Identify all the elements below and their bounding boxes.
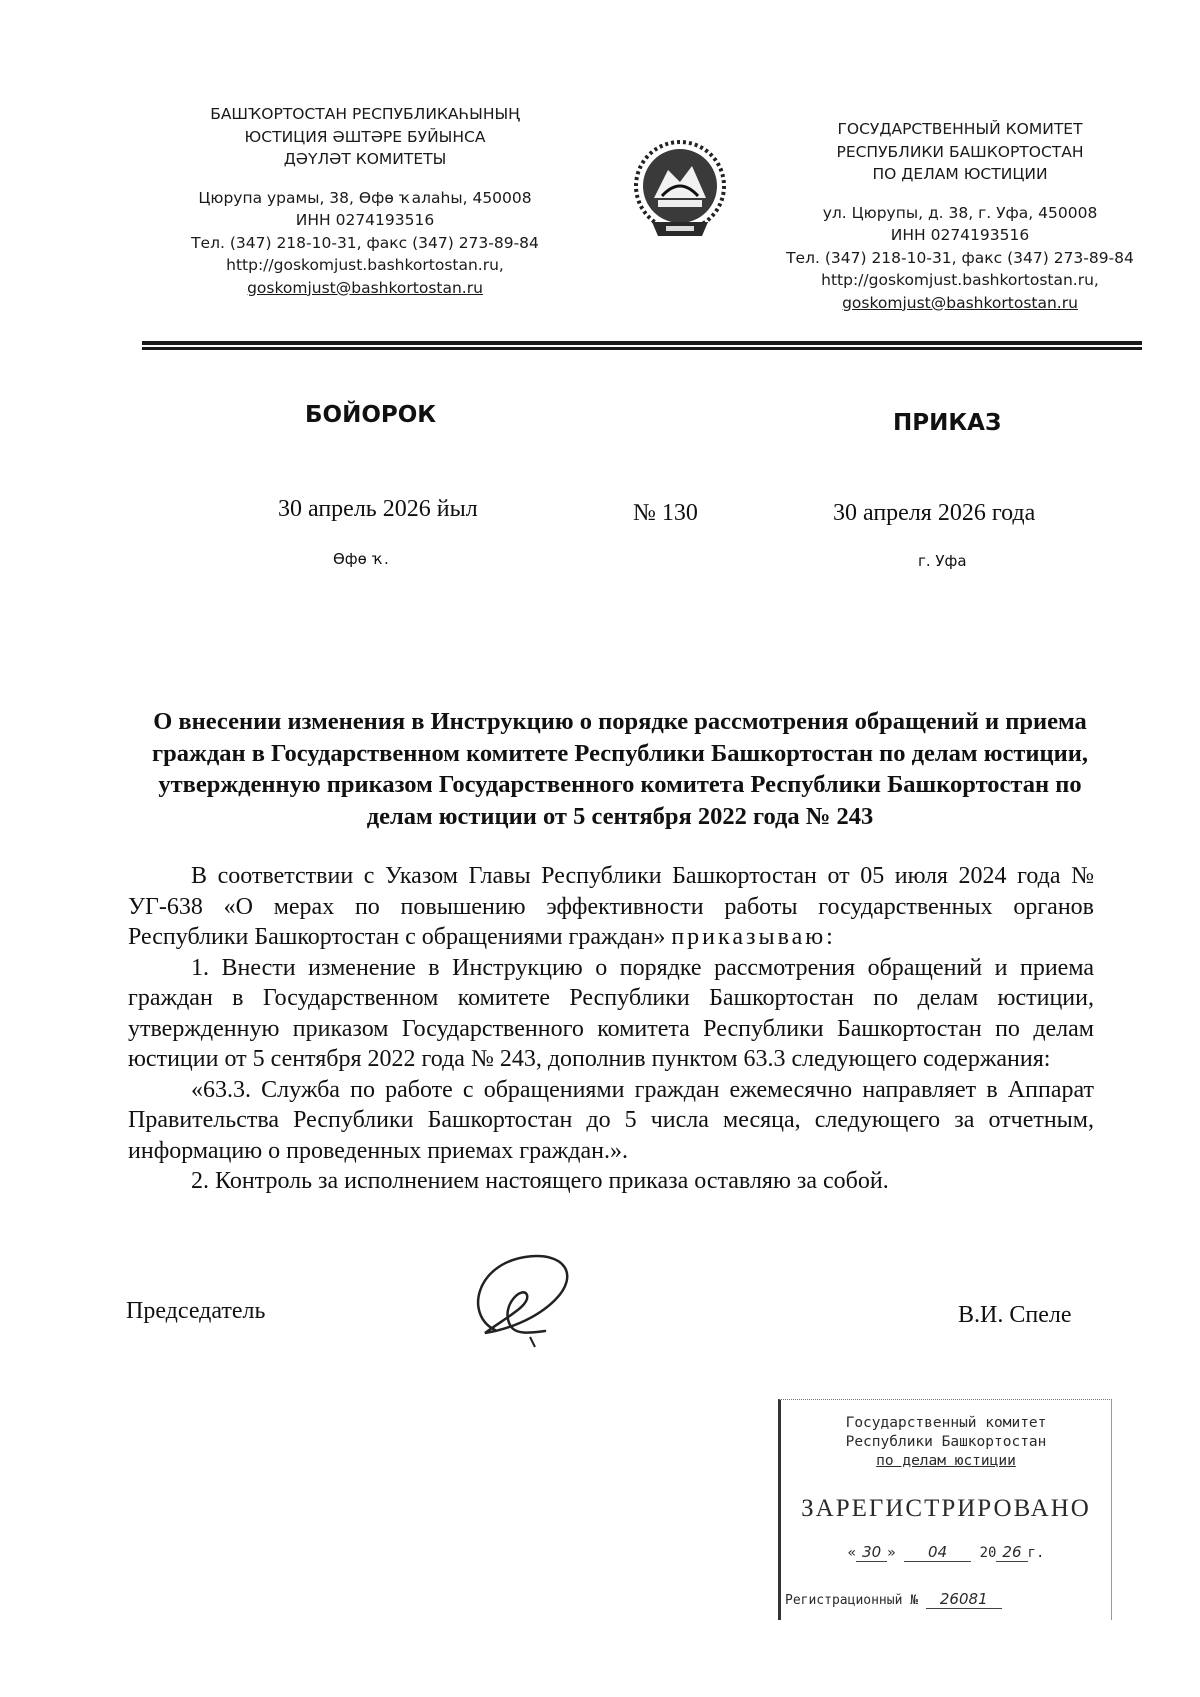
republic-bashkortostan-emblem-icon [632,136,728,246]
stamp-month: 04 [904,1543,971,1562]
signatory-position: Председатель [126,1298,266,1324]
stamp-org-line1: Государственный комитет [845,1415,1047,1431]
doc-type-bashkir: БОЙОРОК [305,402,437,428]
header-left-inn: ИНН 0274193516 [295,211,435,229]
handwritten-signature [455,1245,595,1355]
date-bashkir: 30 апрель 2026 йыл [278,496,478,522]
header-left-org-line2: ЮСТИЦИЯ ӘШТӘРЕ БУЙЫНСА [244,127,486,146]
order-word: приказываю: [671,924,836,950]
quote-paragraph: «63.3. Служба по работе с обращениями граждан ежемесячно направляет в Аппарат Правительства Республики Башкортостан до 5 числа месяца, следующего за отчетным, информацию о проведенных приемах граждан.». [128,1076,1094,1164]
doc-type-russian: ПРИКАЗ [893,410,1002,436]
stamp-year: 26 [996,1543,1027,1562]
header-divider-thick [142,341,1142,345]
header-right-website[interactable]: http://goskomjust.bashkortostan.ru, [821,271,1099,289]
header-left-website[interactable]: http://goskomjust.bashkortostan.ru, [226,256,504,274]
stamp-registered-label: ЗАРЕГИСТРИРОВАНО [801,1495,1091,1522]
header-divider-thin [142,347,1142,350]
stamp-day: 30 [856,1543,887,1562]
header-right-address: ул. Цюрупы, д. 38, г. Уфа, 450008 [822,203,1098,222]
header-left-phone: Тел. (347) 218-10-31, факс (347) 273-89-84 [191,233,539,252]
header-right-org-line1: ГОСУДАРСТВЕННЫЙ КОМИТЕТ [837,120,1083,138]
stamp-date-line [781,1543,1111,1561]
stamp-reg-number-line [785,1590,1002,1608]
document-title: О внесении изменения в Инструкцию о порядке рассмотрения обращений и приема граждан в Государственном комитете Республики Башкортостан по делам юстиции, утвержденную приказом Государственного комитета Республики Башкортостан по делам юстиции от 5 сентября 2022 года № 243 [152,708,1088,830]
header-right [760,118,1160,314]
stamp-reg-number: 26081 [926,1590,1002,1609]
header-right-inn: ИНН 0274193516 [890,226,1030,244]
stamp-year-unit: г. [1027,1545,1045,1561]
header-left-org-line3: ДӘҮЛӘТ КОМИТЕТЫ [283,150,447,168]
stamp-org-line2: Республики Башкортостан [845,1434,1047,1450]
stamp-reg-label: Регистрационный № [785,1593,919,1608]
city-russian: г. Уфа [918,552,967,570]
header-right-org-line2: РЕСПУБЛИКИ БАШКОРТОСТАН [836,142,1084,161]
header-left [150,103,580,299]
item-1-paragraph: 1. Внести изменение в Инструкцию о порядке рассмотрения обращений и приема граждан в Государственном комитете Республики Башкортостан по делам юстиции, утвержденную приказом Государственного комитета Республики Башкортостан по делам юстиции от 5 сентября 2022 года № 243, дополнив пунктом 63.3 следующего содержания: [128,954,1094,1072]
stamp-close-quote: » [887,1545,896,1561]
preamble-text: В соответствии с Указом Главы Республики Башкортостан от 05 июля 2024 года № УГ-638 «О мерах по повышению эффективности работы государственных органов Республики Башкортостан с обращениями граждан» [128,863,1094,950]
stamp-org-line3: по делам юстиции [876,1453,1016,1469]
order-number: № 130 [633,500,698,526]
document-body [128,861,1094,1197]
header-left-email[interactable]: goskomjust@bashkortostan.ru [247,278,483,297]
signatory-name: В.И. Спеле [958,1302,1072,1328]
registration-stamp [778,1399,1112,1620]
item-2-paragraph: 2. Контроль за исполнением настоящего приказа оставляю за собой. [191,1168,889,1194]
header-right-phone: Тел. (347) 218-10-31, факс (347) 273-89-84 [786,248,1134,267]
header-right-email[interactable]: goskomjust@bashkortostan.ru [842,293,1078,312]
stamp-open-quote: « [847,1545,857,1561]
preamble-paragraph [128,861,1094,953]
city-bashkir: Өфө ҡ. [333,550,389,568]
stamp-org [781,1414,1111,1471]
stamp-year-prefix: 20 [979,1545,997,1561]
header-right-org-line3: ПО ДЕЛАМ ЮСТИЦИИ [872,165,1048,183]
header-left-address: Цюрупа урамы, 38, Өфө ҡалаһы, 450008 [198,188,532,207]
header-left-org-line1: БАШҠОРТОСТАН РЕСПУБЛИКАҺЫНЫҢ [210,105,520,123]
date-russian: 30 апреля 2026 года [833,500,1036,526]
